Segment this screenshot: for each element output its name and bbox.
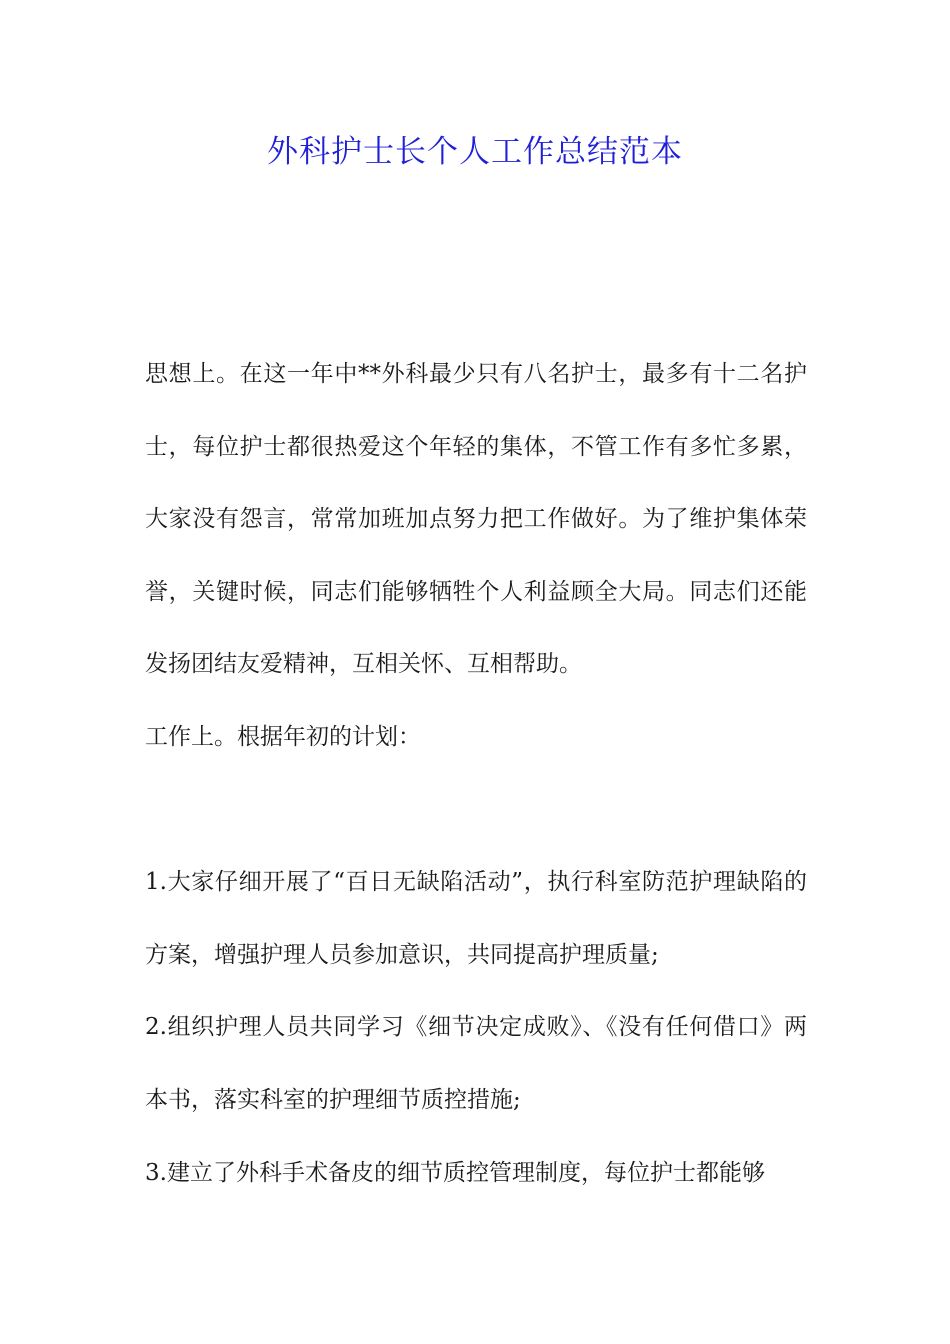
document-title: 外科护士长个人工作总结范本	[267, 134, 683, 170]
list-item-1: 1.大家仔细开展了“百日无缺陷活动”，执行科室防范护理缺陷的方案，增强护理人员参加意识，共同提高护理质量;	[145, 869, 807, 968]
document-body	[145, 338, 807, 1209]
list-item-2: 2.组织护理人员共同学习《细节决定成败》、《没有任何借口》两本书，落实科室的护理细节质控措施;	[145, 1014, 807, 1113]
paragraph-thought: 思想上。在这一年中**外科最少只有八名护士，最多有十二名护士，每位护士都很热爱这个年轻的集体，不管工作有多忙多累，大家没有怨言，常常加班加点努力把工作做好。为了维护集体荣誉，关键时候，同志们能够牺牲个人利益顾全大局。同志们还能发扬团结友爱精神，互相关怀、互相帮助。	[145, 361, 807, 678]
list-item-3: 3.建立了外科手术备皮的细节质控管理制度，每位护士都能够	[145, 1159, 765, 1186]
paragraph-work-intro: 工作上。根据年初的计划：	[145, 723, 421, 750]
